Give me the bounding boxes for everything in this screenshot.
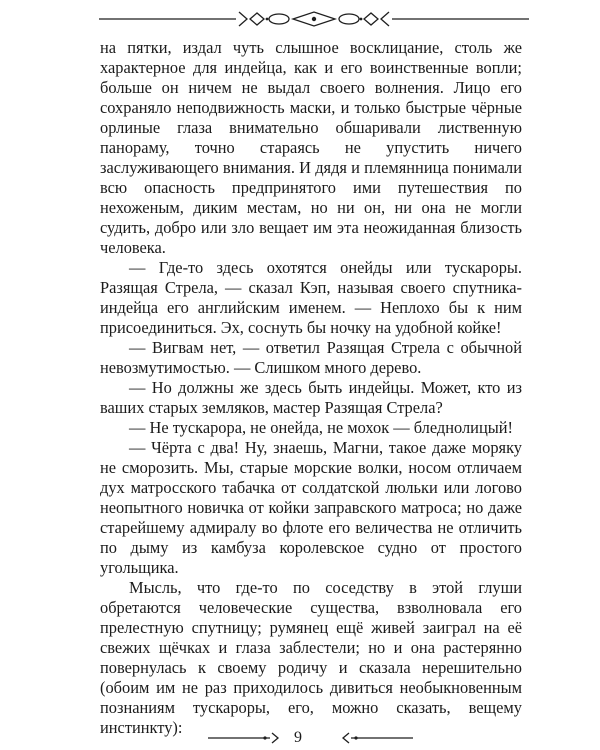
paragraph: — Вигвам нет, — ответил Разящая Стрела с обычной невозмутимостью. — Слишком много дерево. [100,338,522,377]
paragraph: Мысль, что где-то по соседству в этой глуши обретаются человеческие существа, взволновала его прелестную спутницу; румянец ещё живей заиграл на её свежих щёчках и глаза заблестели; но и она растерянно повернулась к своему родичу и сказала нерешительно (обоим им не раз приходилось дивиться необыкновенным познаниям тускароры, его, можно сказать, вещему инстинкту): [100,578,522,737]
page-number: 9 [284,728,312,748]
header-ornament [99,8,529,30]
paragraph: — Не тускарора, не онейда, не мохок — бледнолицый! [129,418,513,437]
paragraph: — Где-то здесь охотятся онейды или тускароры. Разящая Стрела, — сказал Кэп, называя своего спутника-индейца его английским именем. — Неплохо бы к ним присоединиться. Эх, соснуть бы ночку на удобной койке! [100,258,522,337]
paragraph: на пятки, издал чуть слышное восклицание, столь же характерное для индейца, как и его воинственные вопли; больше он ничем не выдал своего волнения. Лицо его сохраняло неподвижность маски, и только быстрые чёрные орлиные глаза внимательно обшаривали лиственную панораму, точно стараясь не упустить ничего заслуживающего внимания. И дядя и племянница понимали всю опасность предпринятого ими путешествия по нехоженым, диким местам, но ни он, ни она не могли судить, добро или зло вещает им эта неожиданная близость человека. [100,38,522,257]
paragraph: — Чёрта с два! Ну, знаешь, Магни, такое даже моряку не сморозить. Мы, старые морские волки, носом отличаем дух матросского табачка от солдатской люльки или логово неопытного новичка от койки заправского матроса; но даже старейшему адмиралу во флоте его величества не отличить по дыму из камбуза королевское судно от простого угольщика. [100,438,522,577]
paragraph: — Но должны же здесь быть индейцы. Может, кто из ваших старых земляков, мастер Разящая Стрела? [100,378,522,417]
body-text [100,38,522,738]
